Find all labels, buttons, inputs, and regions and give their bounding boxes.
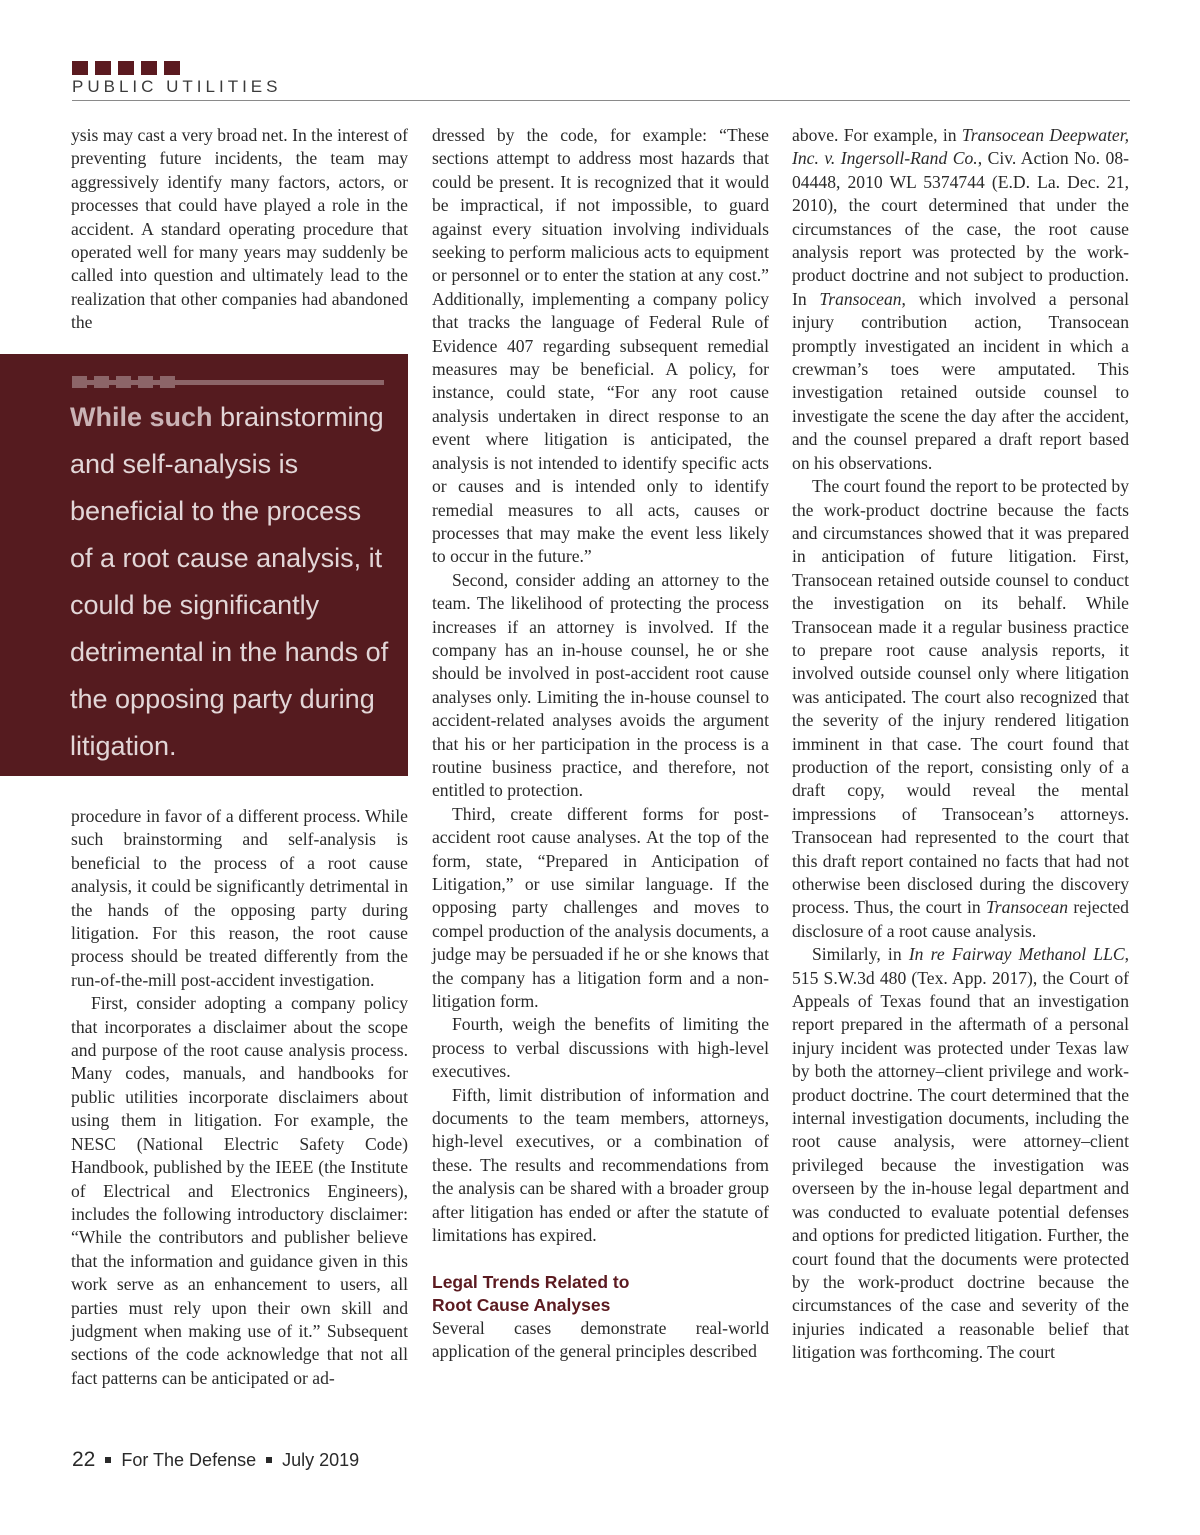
text-run: above. For example, in [792, 125, 962, 145]
section-heading-line: Legal Trends Related to [432, 1271, 630, 1292]
case-name: In re Fairway Methanol LLC [908, 944, 1125, 965]
pull-quote-square [116, 376, 131, 388]
body-paragraph: ysis may cast a very broad net. In the interest of preventing future incidents, the team may aggressively identify many factors, actors, or processes that could have played a role in the accident. A standard operating procedure that operated well for many years may suddenly be called into question and ultimately lead to the realization that other companies had abandoned the [71, 125, 408, 333]
page-number: 22 [72, 1448, 96, 1471]
body-paragraph: dressed by the code, for example: “These sections attempt to address most hazards that could be present. It is recognized that it would be impractical, if not impossible, to guard against every situation involving individuals seeking to perform malicious acts to equipment or personnel or to enter the station at any cost.” Additionally, implementing a company policy that tracks the language of Federal Rule of Evidence 407 regarding subsequent remedial measures may be beneficial. A policy, for instance, could state, “For any root cause analysis undertaken in direct response to an event where litigation is anticipated, the analysis is not intended to identify specific acts or causes and is intended only to identify remedial measures to all acts, causes or processes that may make the event less likely to occur in the future.” [432, 125, 769, 567]
body-paragraph: procedure in favor of a different process. While such brainstorming and self-analysis is beneficial to the process of a root cause analysis, it could be significantly detrimental in the hands of the opposing party during litigation. For this reason, the root cause process should be treated differently from the run-of-the-mill post-accident investigation. [71, 806, 408, 990]
text-run: , Civ. Action No. 08-04448, 2010 WL 5374744 (E.D. La. Dec. 21, 2010), the court determined that under the circumstances of the case, the root cause analysis report was protected by the work-product doctrine and not subject to production. In [792, 148, 1130, 309]
body-paragraph: Fourth, weigh the benefits of limiting the process to verbal discussions with high-level executives. [432, 1014, 769, 1082]
header-square [118, 61, 134, 75]
pull-quote-square [160, 376, 175, 388]
section-heading [432, 1271, 769, 1317]
body-paragraph [792, 943, 1129, 1364]
column-1-bottom [71, 805, 408, 1390]
text-run: rejected disclosure of a root cause analysis. [792, 897, 1129, 941]
pull-quote-rest: brainstorming and self-analysis is beneficial to the process of a root cause analysis, it could be significantly detrimental in the hands of the opposing party during litigation. [70, 402, 389, 761]
pull-quote-square [72, 376, 87, 388]
body-paragraph: Second, consider adding an attorney to the team. The likelihood of protecting the process increases if an attorney is involved. If the company has an in-house counsel, he or she should be involved in post-accident root cause analyses only. Limiting the in-house counsel to accident-related analyses avoids the argument that his or her participation in the process is a routine business practice, and therefore, not entitled to protection. [432, 569, 769, 801]
publication-name: For The Defense [121, 1449, 257, 1470]
pull-quote-square [94, 376, 109, 388]
text-run: , which involved a personal injury contribution action, Transocean promptly investigated an incident in which a crewman’s toes were amputated. This investigation retained outside counsel to investigate the scene the day after the accident, and the counsel prepared a draft report based on his observations. [792, 288, 1129, 473]
header-rule [72, 100, 1130, 101]
case-name: Transocean [985, 897, 1069, 918]
column-3 [792, 124, 1129, 1365]
section-heading-line: Root Cause Analyses [432, 1294, 611, 1315]
text-run: The court found the report to be protected by the work-product doctrine because the facts and circumstances showed that it was prepared in anticipation of future litigation. First, Transocean retained outside counsel to conduct the investigation on its behalf. While Transocean made it a regular business practice to prepare root cause analysis reports, it involved outside counsel only where litigation was anticipated. The court also recognized that the severity of the injury rendered litigation imminent in that case. The court found that production of the report, consisting only of a draft copy, would reveal the mental impressions of Transocean’s attorneys. Transocean had represented to the court that this draft report contained no facts that had not otherwise been disclosed during the discovery process. Thus, the court in [792, 476, 1129, 918]
header-squares-decoration [72, 61, 180, 75]
footer-bullet [266, 1457, 272, 1463]
pull-quote-square [138, 376, 153, 388]
column-1-top [71, 124, 408, 335]
header-square [95, 61, 111, 75]
page-footer [72, 1448, 359, 1472]
text-run: Similarly, in [812, 944, 909, 965]
section-label: PUBLIC UTILITIES [72, 77, 282, 96]
header-square [141, 61, 157, 75]
footer-bullet [105, 1457, 111, 1463]
case-name: Transocean Deepwater, Inc. v. Ingersoll-Rand Co. [792, 125, 1130, 169]
issue-date: July 2019 [282, 1449, 360, 1470]
body-paragraph: Third, create different forms for post-accident root cause analyses. At the top of the form, state, “Prepared in Anticipation of Litigation,” or use similar language. If the opposing party challenges and moves to compel production of the analysis documents, a judge may be persuaded if he or she knows that the company has a litigation form and a non-litigation form. [432, 803, 769, 1012]
pull-quote-squares-decoration [72, 376, 175, 388]
header-square [72, 61, 88, 75]
body-paragraph: Several cases demonstrate real-world application of the general principles described [432, 1317, 769, 1361]
text-run: , 515 S.W.3d 480 (Tex. App. 2017), the Court of Appeals of Texas found that an investigation report prepared in the aftermath of a personal injury incident was protected under Texas law by both the attorney–client privilege and work-product doctrine. The court determined that the internal investigation documents, including the root cause analysis, were attorney–client privileged because the investigation was overseen by the in-house legal department and was conducted to evaluate potential defenses and options for predicted litigation. Further, the court found that the documents were protected by the work-product doctrine because the circumstances of the case and severity of the injuries indicated a reasonable belief that litigation was forthcoming. The court [792, 944, 1129, 1363]
body-paragraph [792, 124, 1129, 475]
header-square [164, 61, 180, 75]
body-paragraph: Fifth, limit distribution of information and documents to the team members, attorneys, high-level executives, or a combination of these. The results and recommendations from the analysis can be shared with a broader group after litigation has ended or after the statute of limitations has expired. [432, 1084, 769, 1246]
pull-quote-box [0, 354, 408, 776]
pull-quote-text [70, 394, 390, 770]
column-2 [432, 124, 769, 1363]
body-paragraph [792, 475, 1129, 943]
body-paragraph: First, consider adopting a company policy that incorporates a disclaimer about the scope and purpose of the root cause analysis process. Many codes, manuals, and handbooks for public utilities incorporate disclaimers about using them in litigation. For example, the NESC (National Electric Safety Code) Handbook, published by the IEEE (the Institute of Electrical and Electronics Engineers), includes the following introductory disclaimer: “While the contributors and publisher believe that the information and guidance given in this work serve as an enhancement to users, all parties must rely upon their own skill and judgment when making use of it.” Subsequent sections of the code acknowledge that not all fact patterns can be anticipated or ad- [71, 993, 408, 1388]
case-name: Transocean [819, 288, 902, 309]
pull-quote-lead: While such [70, 402, 213, 432]
